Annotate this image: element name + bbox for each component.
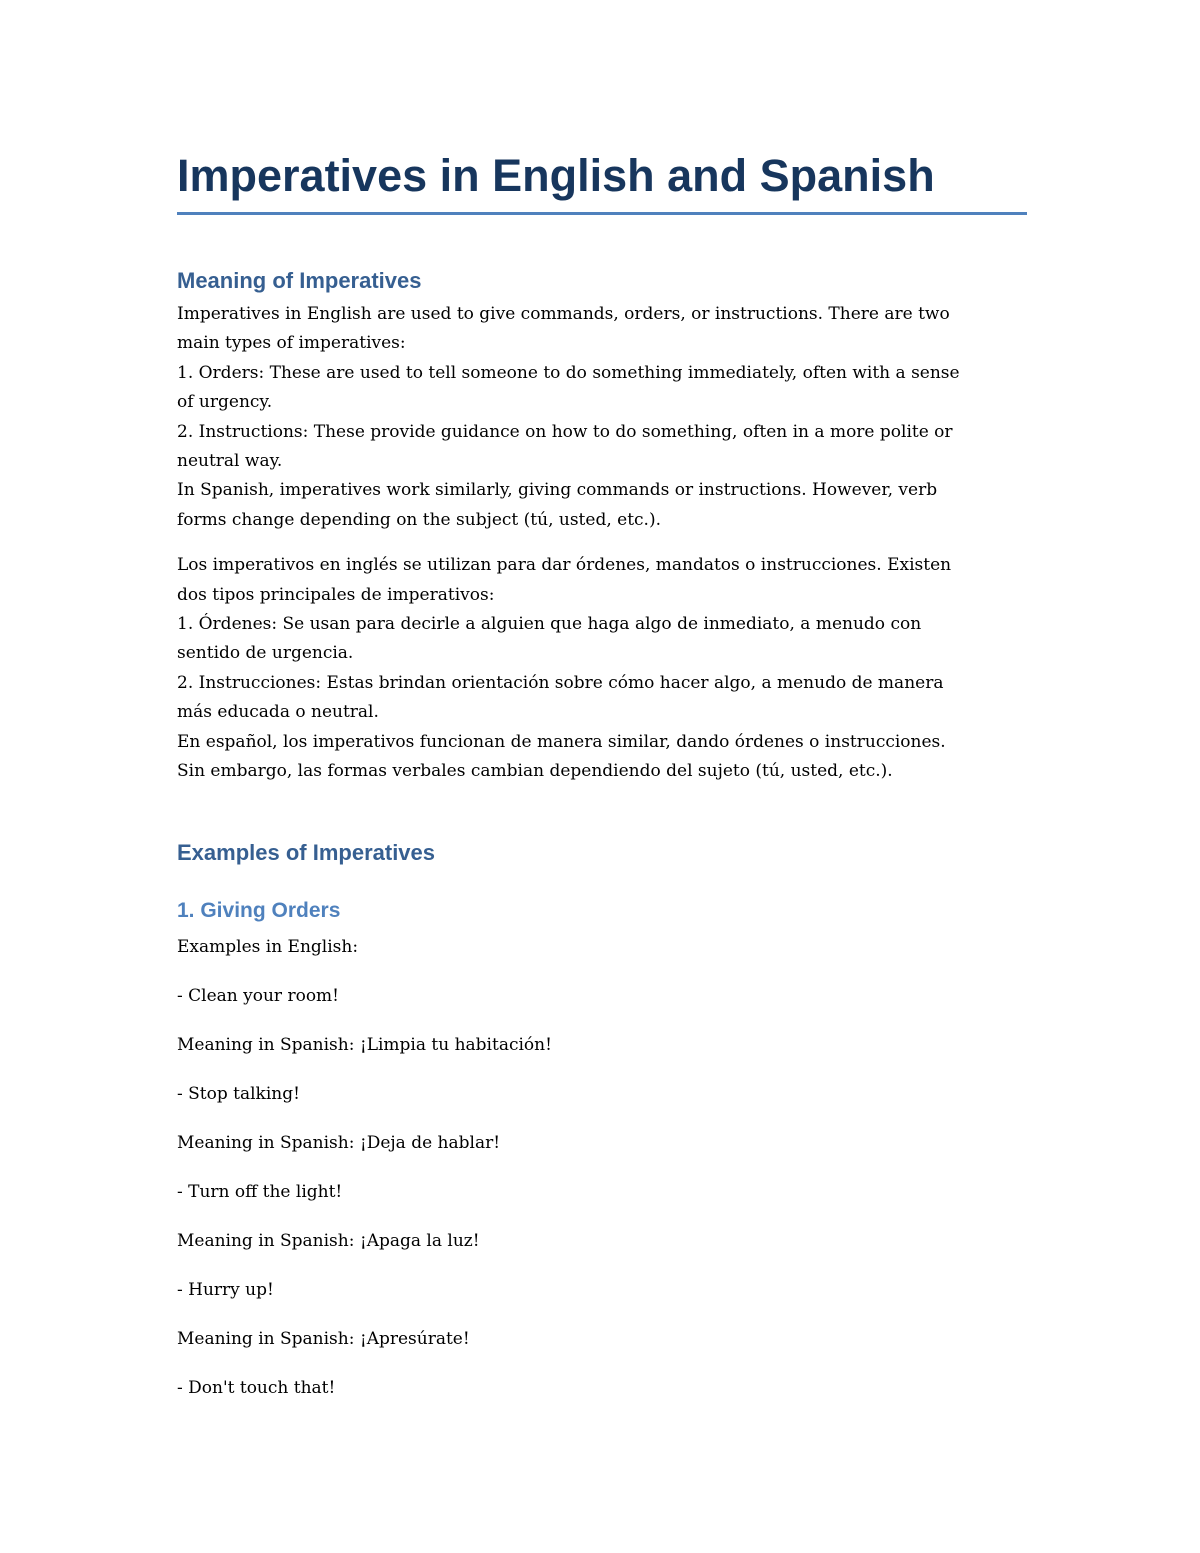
text-line: forms change depending on the subject (tú, usted, etc.).	[177, 509, 661, 530]
text-line: dos tipos principales de imperativos:	[177, 584, 495, 605]
paragraph-spanish-explanation	[177, 551, 1027, 786]
text-line: En español, los imperativos funcionan de manera similar, dando órdenes o instrucciones.	[177, 731, 946, 752]
example-english: - Clean your room!	[177, 985, 340, 1006]
text-line: neutral way.	[177, 451, 283, 472]
document-title: Imperatives in English and Spanish	[177, 148, 1027, 215]
text-line: Sin embargo, las formas verbales cambian dependiendo del sujeto (tú, usted, etc.).	[177, 761, 893, 782]
text-line: más educada o neutral.	[177, 702, 379, 723]
text-line: 2. Instructions: These provide guidance on how to do something, often in a more polite or	[177, 421, 953, 442]
text-line: main types of imperatives:	[177, 333, 406, 354]
paragraph-english-explanation	[177, 300, 1027, 535]
text-line: sentido de urgencia.	[177, 643, 354, 664]
example-spanish-meaning: Meaning in Spanish: ¡Deja de hablar!	[177, 1132, 501, 1153]
document-body	[177, 148, 1027, 1400]
subheading-giving-orders: 1. Giving Orders	[177, 898, 341, 922]
text-line: of urgency.	[177, 392, 273, 413]
examples-label: Examples in English:	[177, 936, 359, 957]
example-english: - Stop talking!	[177, 1083, 300, 1104]
heading-examples-of-imperatives: Examples of Imperatives	[177, 839, 436, 865]
text-line: 1. Orders: These are used to tell someone to do something immediately, often with a sense	[177, 362, 960, 383]
example-english: - Turn off the light!	[177, 1181, 343, 1202]
text-line: 1. Órdenes: Se usan para decirle a alguien que haga algo de inmediato, a menudo con	[177, 614, 922, 635]
text-line: Los imperativos en inglés se utilizan para dar órdenes, mandatos o instrucciones. Existen	[177, 555, 952, 576]
heading-meaning-of-imperatives: Meaning of Imperatives	[177, 268, 422, 293]
text-line: Imperatives in English are used to give commands, orders, or instructions. There are two	[177, 304, 950, 324]
text-line: In Spanish, imperatives work similarly, giving commands or instructions. However, verb	[177, 480, 938, 501]
example-spanish-meaning: Meaning in Spanish: ¡Limpia tu habitación!	[177, 1034, 552, 1055]
example-english: - Hurry up!	[177, 1279, 274, 1300]
example-spanish-meaning: Meaning in Spanish: ¡Apresúrate!	[177, 1328, 470, 1349]
example-spanish-meaning: Meaning in Spanish: ¡Apaga la luz!	[177, 1230, 480, 1251]
text-line: 2. Instrucciones: Estas brindan orientación sobre cómo hacer algo, a menudo de manera	[177, 672, 944, 693]
example-english: - Don't touch that!	[177, 1377, 336, 1398]
